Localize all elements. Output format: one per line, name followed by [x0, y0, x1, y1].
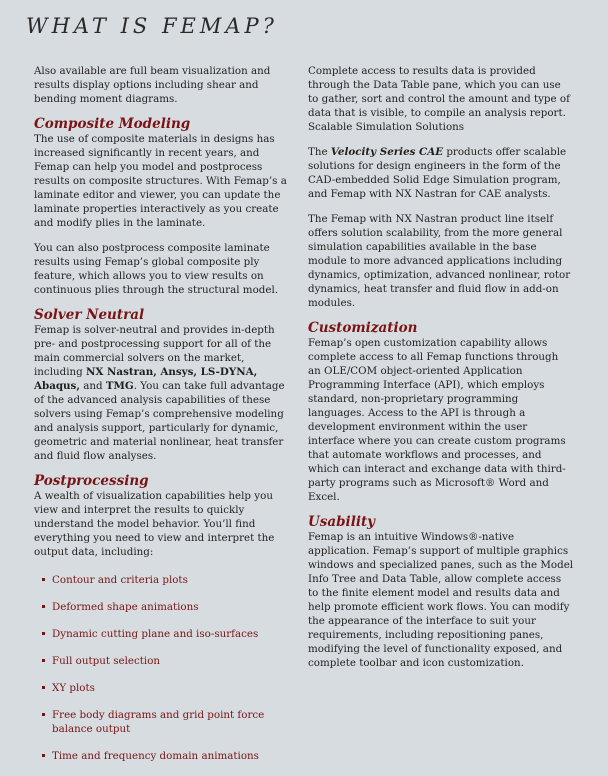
beam-intro-paragraph: Also available are full beam visualization and results display options including shear and bending moment diagrams. — [34, 65, 271, 105]
postprocessing-bullet-list — [42, 573, 296, 763]
page-title: WHAT IS FEMAP? — [26, 14, 278, 38]
customization-heading: Customization — [308, 320, 418, 336]
list-item: Time and frequency domain animations — [42, 749, 296, 763]
usability-paragraph: Femap is an intuitive Windows®-native application. Femap’s support of multiple graphics windows and specialized panes, such as the Model Info Tree and Data Table, allow complete access to the finite element model and results data and help promote efficient work flows. You can modify the appearance of the interface to suit your requirements, including repositioning panes, modifying the level of functionality exposed, and complete toolbar and icon customization. — [308, 531, 574, 669]
list-item: Contour and criteria plots — [42, 573, 296, 587]
postprocessing-heading: Postprocessing — [34, 473, 149, 489]
list-item: XY plots — [42, 681, 296, 695]
solver-paragraph: Femap is solver-neutral and provides in-depth pre- and postprocessing support for all of the main commercial solvers on the market, including NX Nastran, Ansys, LS-DYNA, Abaqus, and TMG. You can take full advantage of the advanced analysis capabilities of these solvers using Femap’s comprehensive modeling and analysis support, particularly for dynamic, geometric and material nonlinear, heat transfer and fluid flow analyses. — [34, 324, 285, 462]
right-column — [308, 64, 574, 681]
customization-paragraph: Femap’s open customization capability allows complete access to all Femap functions through an OLE/COM object-oriented Application Programming Interface (API), which employs standard, non-proprietary programming languages. Access to the API is through a development environment within the user interface where you can create custom programs that automate workflows and processes, and which can interact and exchange data with third-party programs such as Microsoft® Word and Excel. — [308, 337, 566, 503]
composite-paragraph-2: You can also postprocess composite laminate results using Femap’s global composite ply feature, which allows you to view results on continuous plies through the structural model. — [34, 242, 279, 296]
results-data-paragraph: Complete access to results data is provided through the Data Table pane, which you can use to gather, sort and control the amount and type of data that is visible, to compile an analysis report. — [308, 65, 570, 119]
postprocessing-paragraph: A wealth of visualization capabilities help you view and interpret the results to quickly understand the model behavior. You’ll find everything you need to view and interpret the output data, including: — [34, 490, 275, 558]
scalable-subheading: Scalable Simulation Solutions — [308, 121, 465, 133]
composite-paragraph-1: The use of composite materials in designs has increased significantly in recent years, and Femap can help you model and postprocess results on composite structures. With Femap’s a laminate editor and viewer, you can update the laminate properties interactively as you create and modify plies in the laminate. — [34, 133, 287, 229]
composite-heading: Composite Modeling — [34, 116, 191, 132]
solver-heading: Solver Neutral — [34, 307, 145, 323]
usability-heading: Usability — [308, 514, 376, 530]
left-column — [34, 64, 296, 776]
list-item: Free body diagrams and grid point force balance output — [42, 708, 296, 736]
list-item: Dynamic cutting plane and iso-surfaces — [42, 627, 296, 641]
list-item: Full output selection — [42, 654, 296, 668]
list-item: Deformed shape animations — [42, 600, 296, 614]
nx-nastran-paragraph: The Femap with NX Nastran product line itself offers solution scalability, from the more general simulation capabilities available in the base module to more advanced applications including dynamics, optimization, advanced nonlinear, rotor dynamics, heat transfer and fluid flow in add-on modules. — [308, 213, 571, 309]
velocity-series-paragraph: The Velocity Series CAE products offer scalable solutions for design engineers in the form of the CAD-embedded Solid Edge Simulation program, and Femap with NX Nastran for CAE analysts. — [308, 146, 567, 200]
